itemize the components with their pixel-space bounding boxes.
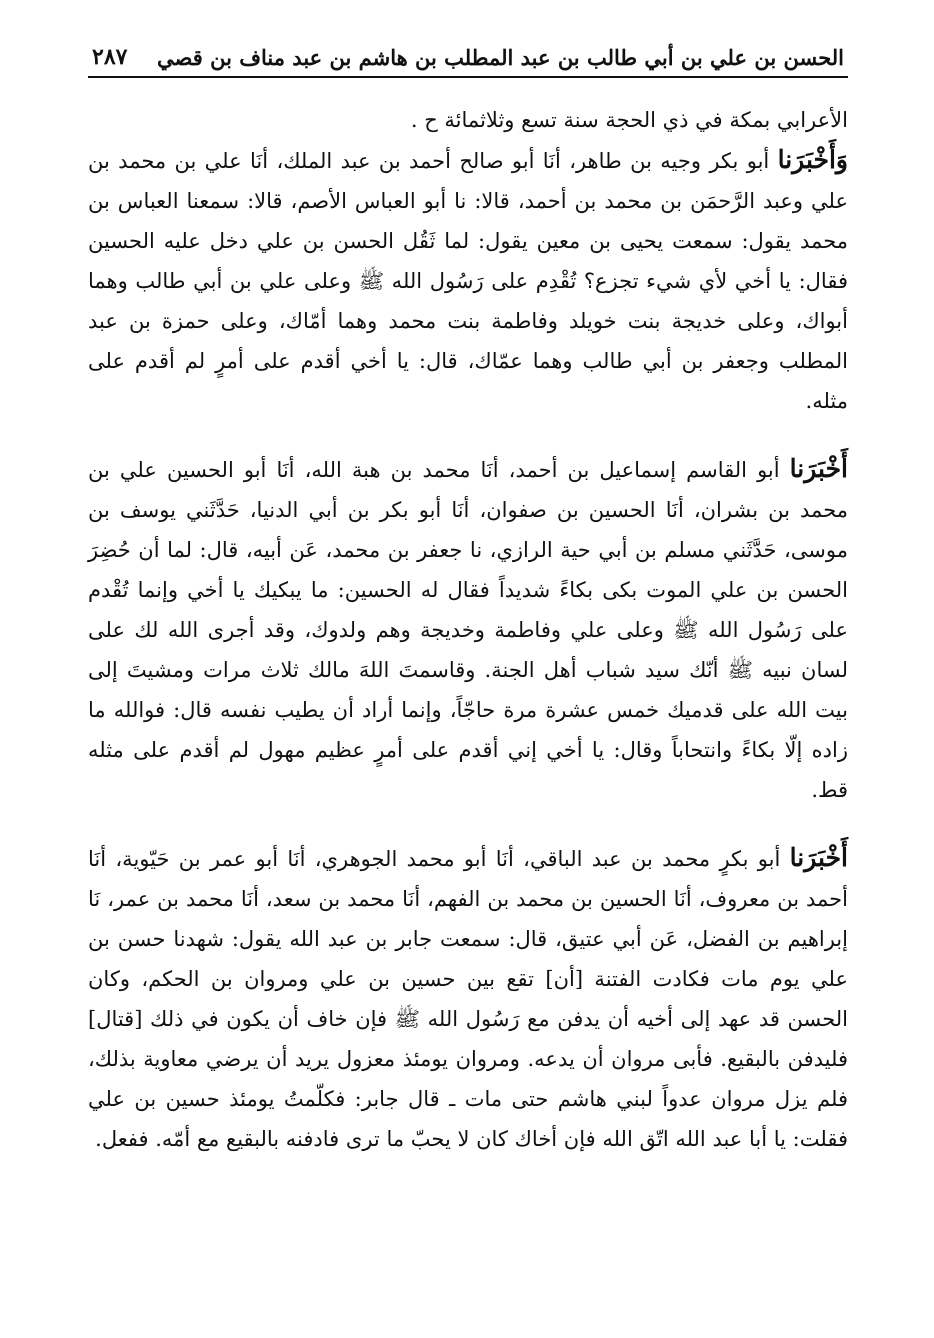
paragraph-text: أبو بكرٍ محمد بن عبد الباقي، أنَا أبو محمد الجوهري، أنَا أبو عمر بن حَيّوية، أنَا أحمد بن معروف، أنَا الحسين بن محمد بن الفهم، أنَا محمد بن سعد، أنَا محمد بن عمر، نَا إبراهيم بن الفضل، عَن أبي عتيق، قال: سمعت جابر بن عبد الله يقول: شهدنا حسن بن علي يوم مات فكادت الفتنة [أن] تقع بين حسين بن علي ومروان بن الحكم، وكان الحسن قد عهد إلى أخيه أن يدفن مع رَسُول الله ﷺ فإن خاف أن يكون في ذلك [قتال] فليدفن بالبقيع. فأبى مروان أن يدعه. ومروان يومئذ معزول يريد أن يرضي معاوية بذلك، فلم يزل مروان عدواً لبني هاشم حتى مات ـ قال جابر: فكلّمتُ يومئذ حسين بن علي فقلت: يا أبا عبد الله اتّق الله فإن أخاك كان لا يحبّ ما ترى فادفنه بالبقيع مع أمّه. ففعل. xyxy=(88,847,849,1151)
running-header xyxy=(88,40,848,78)
running-head-title: الحسن بن علي بن أبي طالب بن عبد المطلب بن هاشم بن عبد مناف بن قصي xyxy=(157,45,844,70)
paragraph-text: الأعرابي بمكة في ذي الحجة سنة تسع وثلاثمائة ح . xyxy=(410,108,848,132)
paragraph-lead-word: أَخْبَرَنا xyxy=(789,454,848,483)
paragraph-lead-word: أَخْبَرَنا xyxy=(789,843,848,872)
paragraph-continuation xyxy=(88,100,848,140)
book-page xyxy=(88,40,848,1310)
paragraph-lead-word: وَأَخْبَرَنا xyxy=(777,145,848,174)
paragraph-narration xyxy=(88,140,848,421)
paragraph-text: أبو بكر وجيه بن طاهر، أنَا أبو صالح أحمد بن عبد الملك، أنَا علي بن محمد بن علي وعبد الرَّحمَن بن محمد بن أحمد، قالا: نا أبو العباس الأصم، قالا: سمعنا العباس بن محمد يقول: سمعت يحيى بن معين يقول: لما ثَقُل الحسن بن علي دخل عليه الحسين فقال: يا أخي لأي شيء تجزع؟ تُقْدِم على رَسُول الله ﷺ وعلى علي بن أبي طالب وهما أبواك، وعلى خديجة بنت خويلد وفاطمة بنت محمد وهما أمّاك، وعلى حمزة بن عبد المطلب وجعفر بن أبي طالب وهما عمّاك، قال: يا أخي أقدم على أمرٍ لم أقدم على مثله. xyxy=(88,149,848,413)
paragraph-text: أبو القاسم إسماعيل بن أحمد، أنَا محمد بن هبة الله، أنَا أبو الحسين علي بن محمد بن بشران، أنَا الحسين بن صفوان، أنَا أبو بكر بن أبي الدنيا، حَدَّثَني يوسف بن موسى، حَدَّثَني مسلم بن أبي حية الرازي، نا جعفر بن محمد، عَن أبيه، قال: لما أن حُضِرَ الحسن بن علي الموت بكى بكاءً شديداً فقال له الحسين: ما يبكيك يا أخي وإنما تُقْدم على رَسُول الله ﷺ وعلى علي وفاطمة وخديجة وهم ولدوك، وقد أجرى الله لك على لسان نبيه ﷺ أنّك سيد شباب أهل الجنة. وقاسمتَ اللهَ مالك ثلاث مرات ومشيتَ إلى بيت الله على قدميك خمس عشرة مرة حاجّاً، وإنما أراد أن يطيب نفسه قال: فوالله ما زاده إلّا بكاءً وانتحاباً وقال: يا أخي إني أقدم على أمرٍ عظيم مهول لم أقدم على مثله قط. xyxy=(88,458,848,802)
paragraph-narration xyxy=(88,449,848,810)
page-body xyxy=(88,100,848,1159)
page-number: ٢٨٧ xyxy=(92,44,128,70)
paragraph-narration xyxy=(88,838,848,1159)
